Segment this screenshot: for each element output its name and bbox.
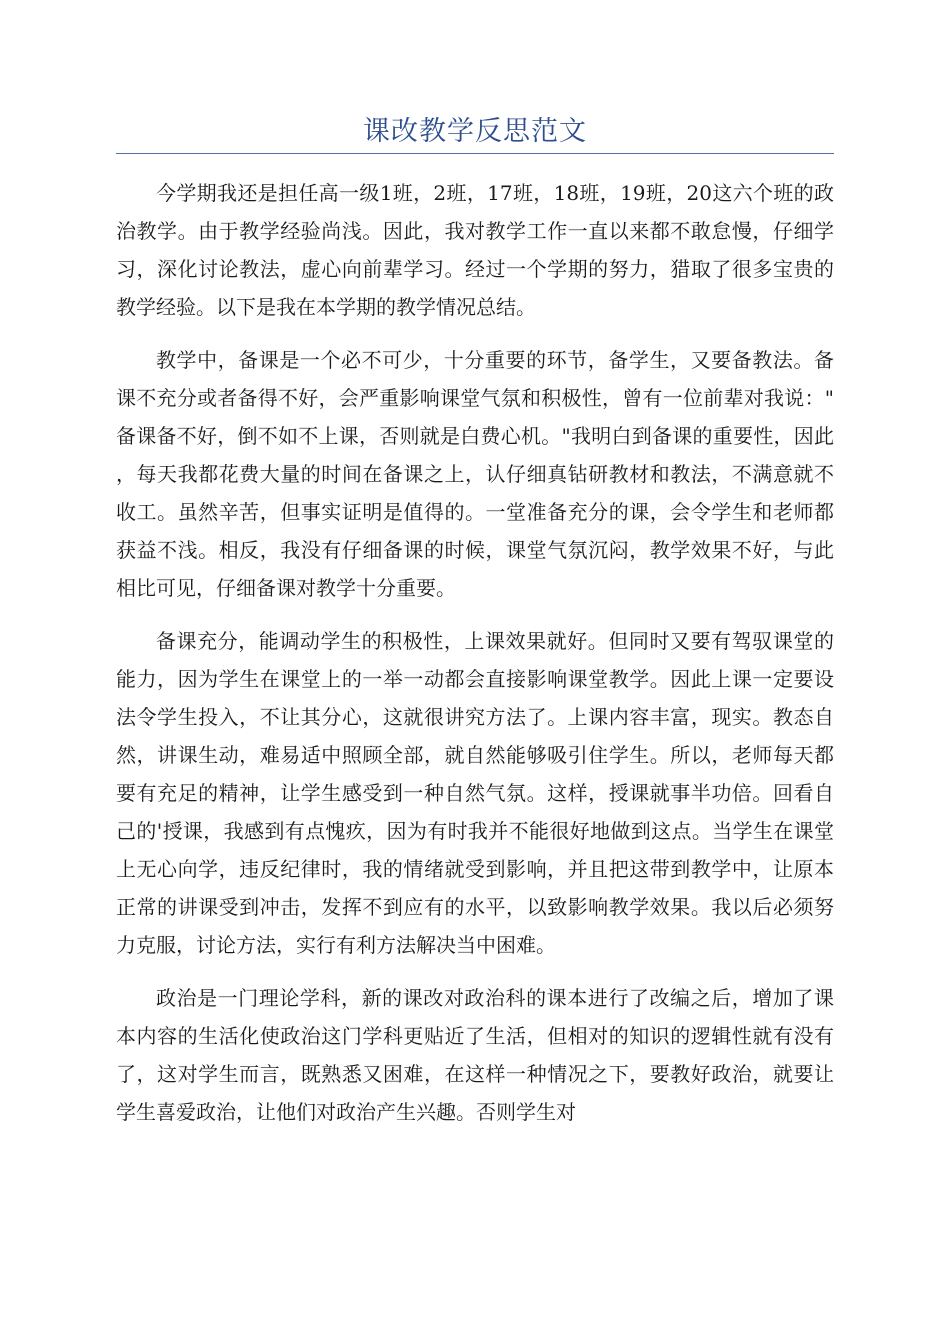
paragraph: 政治是一门理论学科，新的课改对政治科的课本进行了改编之后，增加了课本内容的生活化使政治这门学科更贴近了生活，但相对的知识的逻辑性就有没有了，这对学生而言，既熟悉又困难，在这样一种情况之下，要教好政治，就要让学生喜爱政治，让他们对政治产生兴趣。否则学生对: [116, 986, 834, 1124]
title-underline: [116, 153, 834, 154]
document-body: [116, 174, 834, 1146]
paragraph: 备课充分，能调动学生的积极性，上课效果就好。但同时又要有驾驭课堂的能力，因为学生在课堂上的一举一动都会直接影响课堂教学。因此上课一定要设法令学生投入，不让其分心，这就很讲究方法了。上课内容丰富，现实。教态自然，讲课生动，难易适中照顾全部，就自然能够吸引住学生。所以，老师每天都要有充足的精神，让学生感受到一种自然气氛。这样，授课就事半功倍。回看自己的'授课，我感到有点愧疚，因为有时我并不能很好地做到这点。当学生在课堂上无心向学，违反纪律时，我的情绪就受到影响，并且把这带到教学中，让原本正常的讲课受到冲击，发挥不到应有的水平，以致影响教学效果。我以后必须努力克服，讨论方法，实行有利方法解决当中困难。: [116, 629, 834, 957]
paragraph: 今学期我还是担任高一级1班，2班，17班，18班，19班，20这六个班的政治教学。由于教学经验尚浅。因此，我对教学工作一直以来都不敢怠慢，仔细学习，深化讨论教法，虚心向前辈学习。经过一个学期的努力，猎取了很多宝贵的教学经验。以下是我在本学期的教学情况总结。: [116, 181, 834, 319]
document-title: 课改教学反思范文: [363, 116, 587, 147]
paragraph: 教学中，备课是一个必不可少，十分重要的环节，备学生，又要备教法。备课不充分或者备得不好，会严重影响课堂气氛和积极性，曾有一位前辈对我说："备课备不好，倒不如不上课，否则就是白费心机。"我明白到备课的重要性，因此，每天我都花费大量的时间在备课之上，认仔细真钻研教材和教法，不满意就不收工。虽然辛苦，但事实证明是值得的。一堂准备充分的课，会令学生和老师都获益不浅。相反，我没有仔细备课的时候，课堂气氛沉闷，教学效果不好，与此相比可见，仔细备课对教学十分重要。: [116, 348, 834, 600]
